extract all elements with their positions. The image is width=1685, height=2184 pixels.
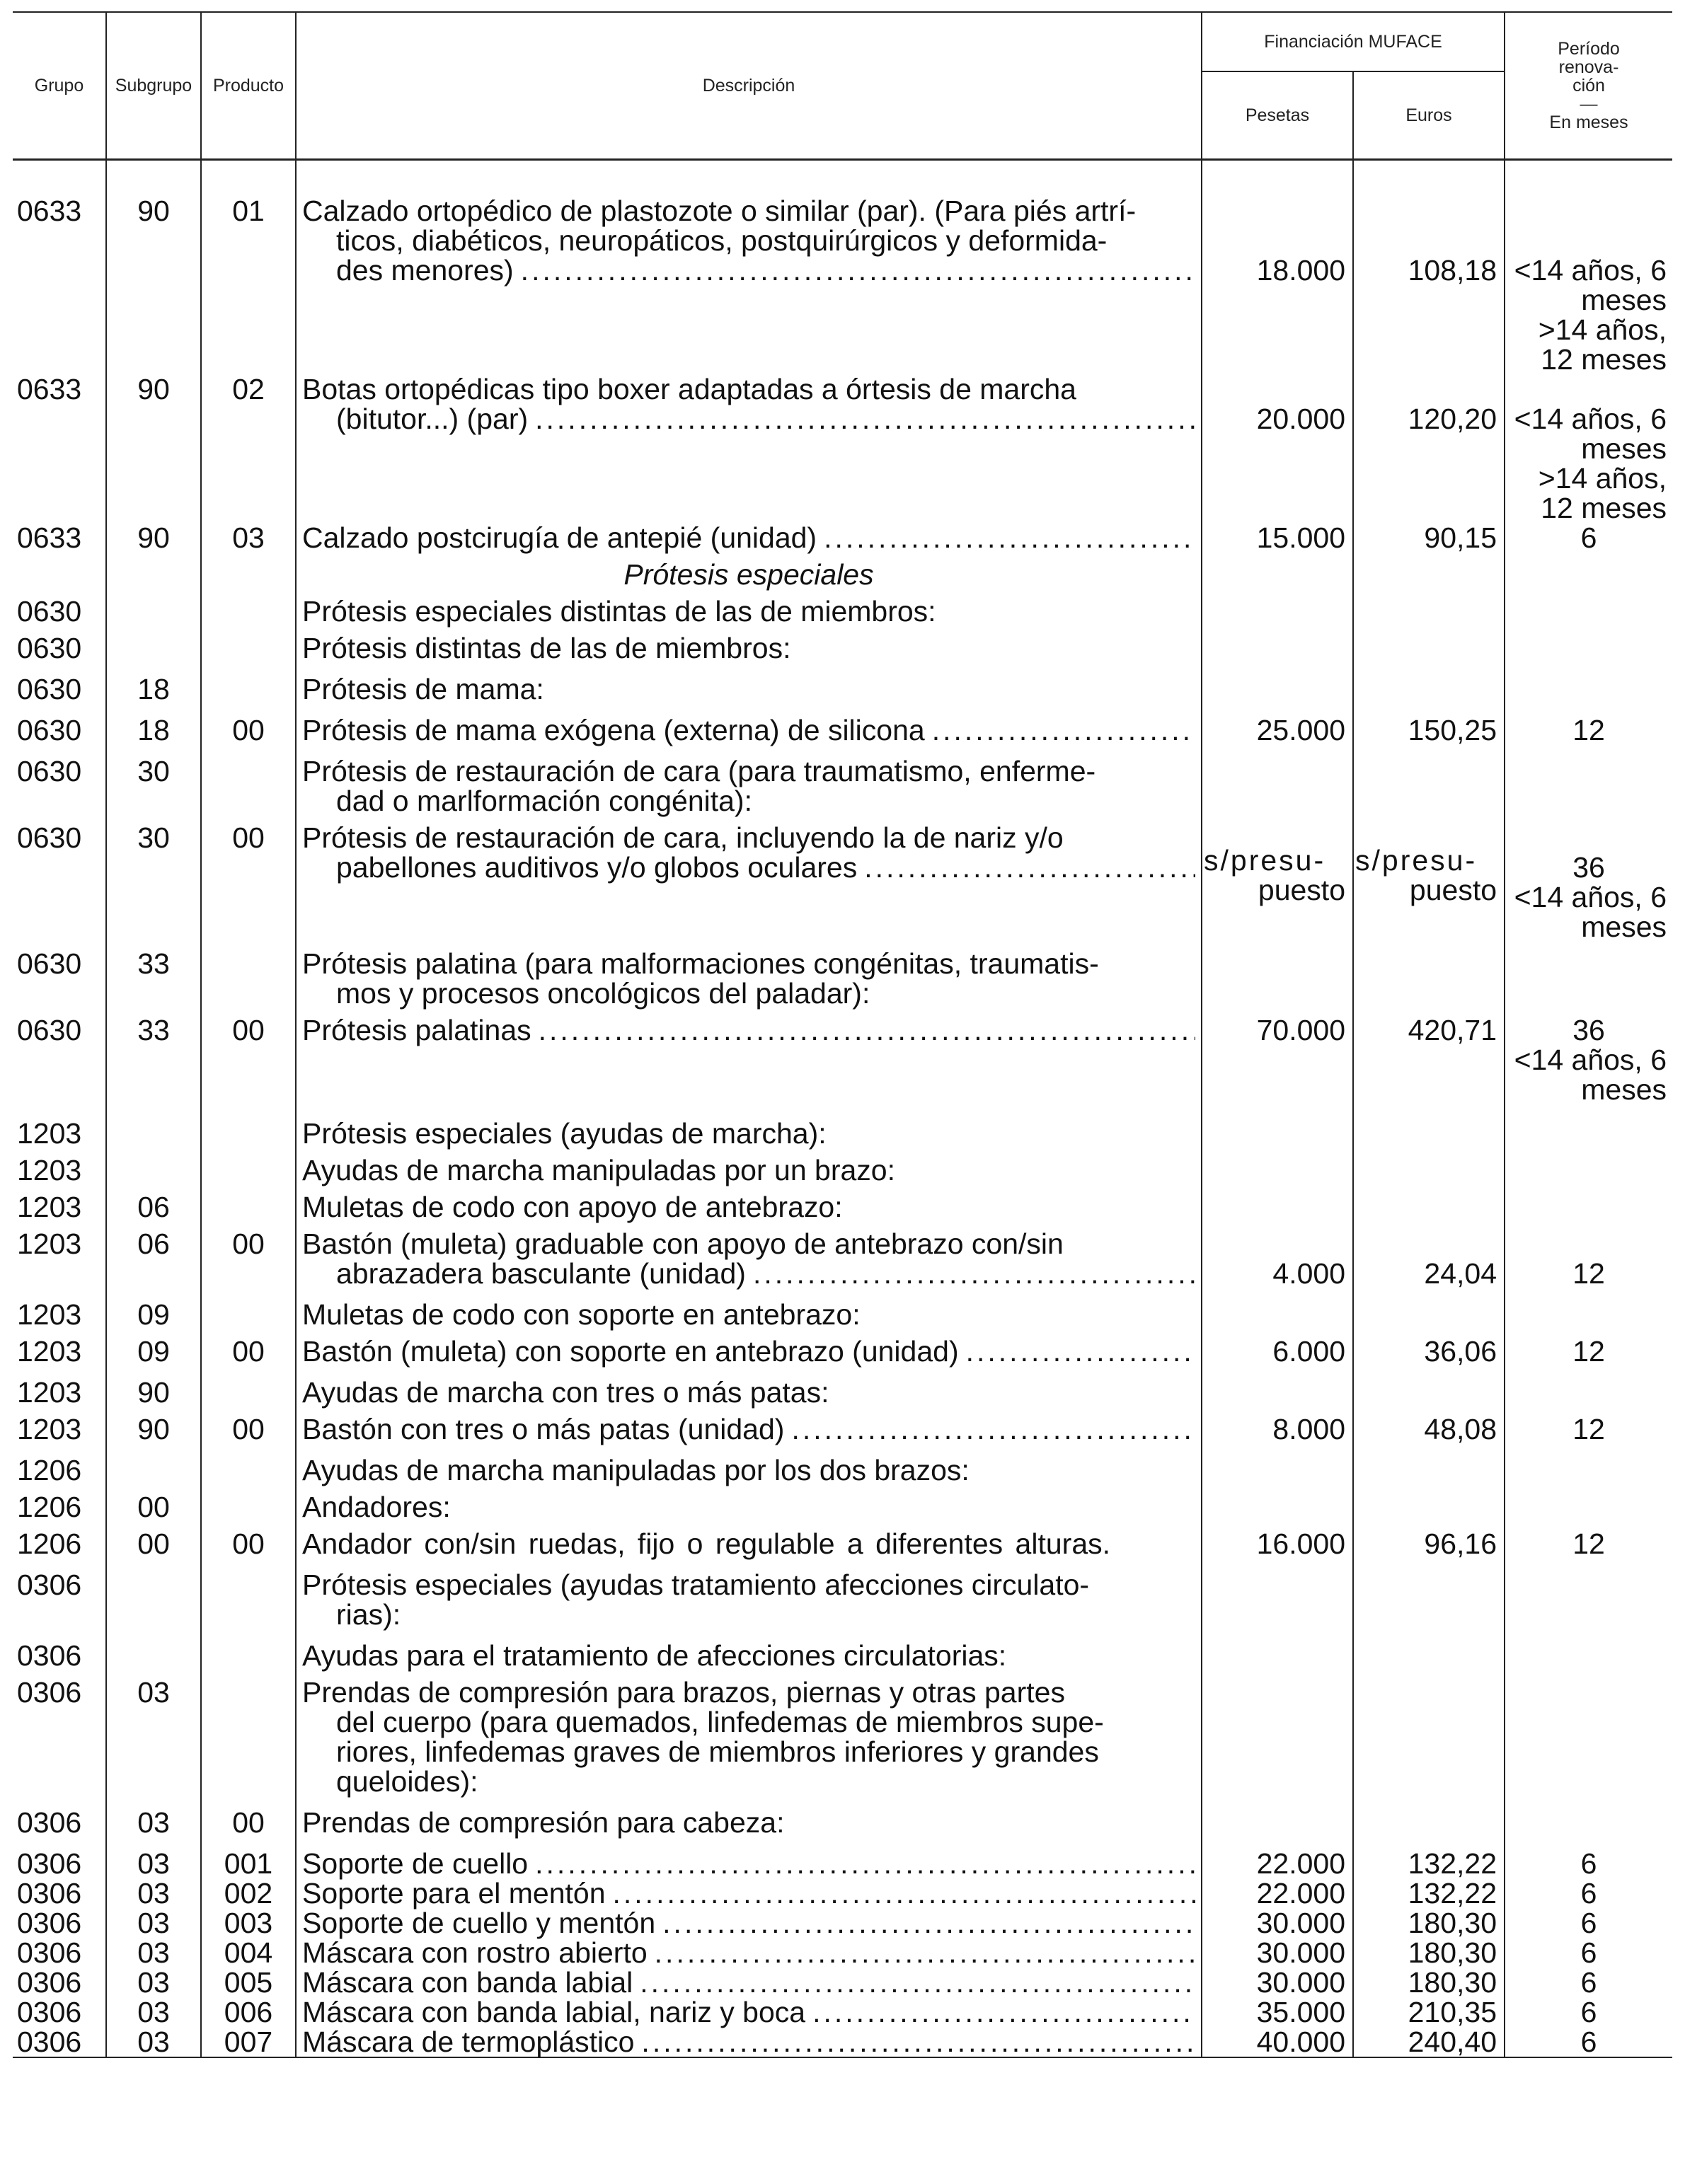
cell-descripcion bbox=[296, 1559, 1202, 1629]
cell-grupo: 1203 bbox=[13, 1111, 106, 1148]
cell-periodo: 12 bbox=[1505, 1329, 1672, 1366]
periodo-line: <14 años, 6 bbox=[1514, 1044, 1667, 1076]
cell-subgrupo: 90 bbox=[106, 189, 201, 374]
cell-grupo: 1203 bbox=[13, 1185, 106, 1222]
desc-line: Bastón (muleta) graduable con apoyo de antebrazo con/sin bbox=[302, 1227, 1064, 1260]
cell-pesetas: 15.000 bbox=[1202, 523, 1353, 553]
cell-subgrupo: 33 bbox=[106, 942, 201, 1008]
cell-periodo: 12 bbox=[1505, 1407, 1672, 1444]
cell-pesetas: 70.000 bbox=[1202, 1008, 1353, 1104]
header-grupo: Grupo bbox=[13, 12, 106, 160]
cell-subgrupo: 90 bbox=[106, 374, 201, 523]
table-row bbox=[13, 816, 1672, 942]
cell-pesetas: 22.000 bbox=[1202, 1849, 1353, 1878]
cell-euros: 132,22 bbox=[1353, 1878, 1505, 1908]
cell-descripcion: Andadores: bbox=[296, 1485, 1202, 1522]
desc-line: Prótesis especiales (ayudas tratamiento afecciones circulato- bbox=[302, 1568, 1090, 1601]
cell-subgrupo: 33 bbox=[106, 1008, 201, 1104]
desc-line-dotted bbox=[302, 1259, 1195, 1288]
cell-pesetas: 30.000 bbox=[1202, 1908, 1353, 1938]
desc-line: rias): bbox=[336, 1598, 401, 1631]
periodo-line: >14 años, bbox=[1538, 313, 1667, 346]
cell-producto: 01 bbox=[201, 189, 296, 374]
table-row bbox=[13, 745, 1672, 816]
cell-descripcion bbox=[296, 1968, 1202, 1997]
cell-subgrupo: 03 bbox=[106, 1670, 201, 1796]
table-row bbox=[13, 1938, 1672, 1968]
cell-grupo: 0630 bbox=[13, 1008, 106, 1104]
cell-descripcion bbox=[296, 374, 1202, 523]
table-row bbox=[13, 1849, 1672, 1878]
cell-grupo: 1203 bbox=[13, 1366, 106, 1407]
cell-grupo: 0630 bbox=[13, 626, 106, 663]
cell-grupo: 1206 bbox=[13, 1485, 106, 1522]
table-row bbox=[13, 1796, 1672, 1837]
cell-producto: 00 bbox=[201, 704, 296, 745]
cell-periodo: 6 bbox=[1505, 1997, 1672, 2027]
desc-text: Soporte de cuello bbox=[302, 1847, 529, 1880]
euros-line: s/presu- bbox=[1355, 844, 1478, 877]
desc-text: Máscara con banda labial bbox=[302, 1966, 633, 1999]
table-row bbox=[13, 704, 1672, 745]
cell-periodo bbox=[1505, 374, 1672, 523]
pesetas-line: puesto bbox=[1258, 874, 1345, 906]
cell-descripcion bbox=[296, 1849, 1202, 1878]
cell-grupo: 0306 bbox=[13, 1670, 106, 1796]
periodo-line: meses bbox=[1581, 911, 1667, 943]
desc-line-dotted bbox=[302, 404, 1195, 434]
desc-text: Máscara de termoplástico bbox=[302, 2026, 635, 2058]
cell-descripcion bbox=[296, 523, 1202, 553]
cell-euros: 210,35 bbox=[1353, 1997, 1505, 2027]
cell-euros bbox=[1353, 1222, 1505, 1288]
cell-descripcion: Prendas de compresión para cabeza: bbox=[296, 1796, 1202, 1837]
header-producto: Producto bbox=[201, 12, 296, 160]
cell-grupo: 0630 bbox=[13, 704, 106, 745]
cell-euros bbox=[1353, 374, 1505, 523]
cell-subgrupo: 00 bbox=[106, 1485, 201, 1522]
cell-periodo bbox=[1505, 189, 1672, 374]
cell-euros: 36,06 bbox=[1353, 1329, 1505, 1366]
periodo-line: <14 años, 6 bbox=[1514, 254, 1667, 287]
cell-producto: 00 bbox=[201, 1407, 296, 1444]
cell-periodo bbox=[1505, 1222, 1672, 1288]
header-financiacion: Financiación MUFACE bbox=[1202, 12, 1505, 71]
periodo-line: 12 meses bbox=[1541, 343, 1667, 376]
cell-descripcion bbox=[296, 1329, 1202, 1366]
cell-producto: 007 bbox=[201, 2027, 296, 2057]
cell-grupo: 0630 bbox=[13, 589, 106, 626]
euros-value: 120,20 bbox=[1408, 403, 1497, 435]
cell-descripcion bbox=[296, 1407, 1202, 1444]
table-row bbox=[13, 1288, 1672, 1329]
euros-value: 24,04 bbox=[1424, 1257, 1497, 1290]
cell-grupo: 0306 bbox=[13, 1938, 106, 1968]
periodo-line: meses bbox=[1581, 284, 1667, 316]
cell-pesetas: 22.000 bbox=[1202, 1878, 1353, 1908]
cell-descripcion: Prótesis de mama: bbox=[296, 663, 1202, 704]
cell-pesetas: 16.000 bbox=[1202, 1522, 1353, 1559]
cell-subgrupo: 18 bbox=[106, 663, 201, 704]
desc-text: des menores) bbox=[336, 254, 514, 287]
cell-subgrupo: 03 bbox=[106, 2027, 201, 2057]
periodo-line: 36 bbox=[1572, 1014, 1605, 1046]
cell-euros bbox=[1353, 816, 1505, 942]
table-row bbox=[13, 523, 1672, 553]
pesetas-line: s/presu- bbox=[1204, 844, 1326, 877]
header-pesetas: Pesetas bbox=[1202, 71, 1353, 160]
table-row bbox=[13, 589, 1672, 626]
desc-line: Prótesis de restauración de cara, incluyendo la de nariz y/o bbox=[302, 821, 1064, 854]
cell-euros: 48,08 bbox=[1353, 1407, 1505, 1444]
cell-grupo: 0306 bbox=[13, 1849, 106, 1878]
desc-line: Andador con/sin ruedas, fijo o regulable a diferentes alturas. bbox=[302, 1527, 1111, 1560]
header-periodo-line-1: Período bbox=[1558, 39, 1620, 59]
desc-line-dotted bbox=[302, 255, 1195, 285]
cell-descripcion: Muletas de codo con soporte en antebrazo: bbox=[296, 1288, 1202, 1329]
pesetas-value: 4.000 bbox=[1272, 1257, 1345, 1290]
header-descripcion: Descripción bbox=[296, 12, 1202, 160]
cell-pesetas bbox=[1202, 816, 1353, 942]
cell-pesetas: 25.000 bbox=[1202, 704, 1353, 745]
cell-euros: 180,30 bbox=[1353, 1938, 1505, 1968]
desc-line-dotted bbox=[302, 853, 1195, 882]
cell-periodo: 12 bbox=[1505, 1522, 1672, 1559]
desc-line-dotted bbox=[302, 1414, 1195, 1444]
cell-pesetas: 30.000 bbox=[1202, 1968, 1353, 1997]
periodo-line: meses bbox=[1581, 432, 1667, 465]
table-row bbox=[13, 189, 1672, 374]
cell-descripcion: Ayudas de marcha manipuladas por los dos brazos: bbox=[296, 1444, 1202, 1485]
cell-periodo: 6 bbox=[1505, 1849, 1672, 1878]
table-row bbox=[13, 1559, 1672, 1629]
cell-descripcion: Ayudas de marcha con tres o más patas: bbox=[296, 1366, 1202, 1407]
cell-grupo: 1203 bbox=[13, 1222, 106, 1288]
header-subgrupo: Subgrupo bbox=[106, 12, 201, 160]
cell-grupo: 0306 bbox=[13, 1629, 106, 1670]
table-row bbox=[13, 1148, 1672, 1185]
desc-text: (bitutor...) (par) bbox=[336, 403, 529, 435]
table-row bbox=[13, 1878, 1672, 1908]
cell-producto: 00 bbox=[201, 816, 296, 942]
cell-descripcion: Muletas de codo con apoyo de antebrazo: bbox=[296, 1185, 1202, 1222]
cell-producto: 003 bbox=[201, 1908, 296, 1938]
cell-euros: 90,15 bbox=[1353, 523, 1505, 553]
header-periodo-line-4: — bbox=[1580, 94, 1598, 114]
cell-subgrupo: 03 bbox=[106, 1968, 201, 1997]
cell-euros: 180,30 bbox=[1353, 1968, 1505, 1997]
cell-producto: 002 bbox=[201, 1878, 296, 1908]
table-row bbox=[13, 1968, 1672, 1997]
cell-descripcion bbox=[296, 1908, 1202, 1938]
periodo-line: <14 años, 6 bbox=[1514, 403, 1667, 435]
cell-grupo: 1203 bbox=[13, 1148, 106, 1185]
cell-producto: 00 bbox=[201, 1222, 296, 1288]
cell-descripcion bbox=[296, 942, 1202, 1008]
cell-subgrupo: 90 bbox=[106, 1366, 201, 1407]
document-page bbox=[13, 11, 1672, 2058]
cell-descripcion: Ayudas para el tratamiento de afecciones circulatorias: bbox=[296, 1629, 1202, 1670]
desc-line: Botas ortopédicas tipo boxer adaptadas a órtesis de marcha bbox=[302, 373, 1076, 405]
cell-subgrupo: 30 bbox=[106, 745, 201, 816]
muface-price-table bbox=[13, 11, 1672, 2058]
table-row bbox=[13, 1444, 1672, 1485]
cell-grupo: 0306 bbox=[13, 1796, 106, 1837]
cell-descripcion bbox=[296, 2027, 1202, 2057]
desc-line: del cuerpo (para quemados, linfedemas de miembros supe- bbox=[336, 1706, 1104, 1738]
table-body bbox=[13, 160, 1672, 2058]
cell-descripcion bbox=[296, 1522, 1202, 1559]
cell-subgrupo: 03 bbox=[106, 1796, 201, 1837]
desc-line-dotted bbox=[302, 1908, 1195, 1938]
cell-grupo: 0630 bbox=[13, 663, 106, 704]
desc-line-dotted bbox=[302, 1336, 1195, 1366]
table-row bbox=[13, 1522, 1672, 1559]
desc-line-dotted bbox=[302, 1849, 1195, 1878]
table-header bbox=[13, 12, 1672, 160]
header-euros: Euros bbox=[1353, 71, 1505, 160]
cell-euros: 180,30 bbox=[1353, 1908, 1505, 1938]
table-row bbox=[13, 663, 1672, 704]
cell-grupo: 0306 bbox=[13, 1908, 106, 1938]
desc-text: Soporte de cuello y mentón bbox=[302, 1907, 656, 1939]
desc-line-dotted bbox=[302, 715, 1195, 745]
desc-text: Prótesis de mama exógena (externa) de silicona bbox=[302, 714, 925, 746]
desc-line: Calzado ortopédico de plastozote o similar (par). (Para piés artrí- bbox=[302, 195, 1137, 227]
desc-line: riores, linfedemas graves de miembros inferiores y grandes bbox=[336, 1735, 1099, 1768]
table-row bbox=[13, 1670, 1672, 1796]
cell-descripcion bbox=[296, 1670, 1202, 1796]
cell-euros: 96,16 bbox=[1353, 1522, 1505, 1559]
cell-subgrupo: 03 bbox=[106, 1849, 201, 1878]
cell-grupo: 0306 bbox=[13, 1968, 106, 1997]
pesetas-value: 18.000 bbox=[1256, 254, 1345, 287]
cell-producto: 02 bbox=[201, 374, 296, 523]
desc-text: abrazadera basculante (unidad) bbox=[336, 1257, 746, 1290]
cell-producto: 006 bbox=[201, 1997, 296, 2027]
cell-grupo: 1203 bbox=[13, 1288, 106, 1329]
desc-line: ticos, diabéticos, neuropáticos, postquirúrgicos y deformida- bbox=[336, 224, 1108, 257]
desc-line: dad o marlformación congénita): bbox=[336, 785, 752, 817]
table-row bbox=[13, 1908, 1672, 1938]
cell-descripcion: Prótesis especiales (ayudas de marcha): bbox=[296, 1111, 1202, 1148]
cell-grupo: 0306 bbox=[13, 1559, 106, 1629]
cell-subgrupo: 06 bbox=[106, 1185, 201, 1222]
table-row bbox=[13, 1222, 1672, 1288]
cell-subgrupo: 06 bbox=[106, 1222, 201, 1288]
cell-descripcion bbox=[296, 704, 1202, 745]
cell-grupo: 0306 bbox=[13, 1878, 106, 1908]
cell-grupo: 1206 bbox=[13, 1444, 106, 1485]
cell-pesetas bbox=[1202, 189, 1353, 374]
cell-periodo: 12 bbox=[1505, 704, 1672, 745]
table-row bbox=[13, 1485, 1672, 1522]
cell-pesetas: 35.000 bbox=[1202, 1997, 1353, 2027]
cell-subgrupo: 90 bbox=[106, 1407, 201, 1444]
cell-pesetas: 8.000 bbox=[1202, 1407, 1353, 1444]
cell-periodo: 6 bbox=[1505, 2027, 1672, 2057]
desc-line-dotted bbox=[302, 523, 1195, 553]
cell-periodo bbox=[1505, 816, 1672, 942]
desc-text: Calzado postcirugía de antepié (unidad) bbox=[302, 521, 817, 554]
pesetas-value: 20.000 bbox=[1256, 403, 1345, 435]
cell-grupo: 1203 bbox=[13, 1329, 106, 1366]
cell-subgrupo: 03 bbox=[106, 1878, 201, 1908]
cell-grupo: 0630 bbox=[13, 942, 106, 1008]
cell-subgrupo: 09 bbox=[106, 1329, 201, 1366]
header-periodo-line-5: En meses bbox=[1549, 112, 1628, 132]
cell-producto: 00 bbox=[201, 1008, 296, 1104]
euros-value: 108,18 bbox=[1408, 254, 1497, 287]
cell-periodo: 6 bbox=[1505, 1908, 1672, 1938]
table-row bbox=[13, 1008, 1672, 1104]
desc-line-dotted bbox=[302, 2027, 1195, 2057]
table-row bbox=[13, 1407, 1672, 1444]
cell-euros: 420,71 bbox=[1353, 1008, 1505, 1104]
desc-line: queloides): bbox=[336, 1765, 478, 1798]
cell-grupo: 0630 bbox=[13, 816, 106, 942]
cell-grupo: 0633 bbox=[13, 374, 106, 523]
section-heading: Prótesis especiales bbox=[296, 553, 1202, 589]
desc-line: Prótesis palatina (para malformaciones congénitas, traumatis- bbox=[302, 947, 1099, 980]
section-row bbox=[13, 553, 1672, 589]
cell-grupo: 0306 bbox=[13, 1997, 106, 2027]
cell-pesetas: 6.000 bbox=[1202, 1329, 1353, 1366]
desc-line: Prótesis de restauración de cara (para traumatismo, enferme- bbox=[302, 755, 1096, 787]
cell-grupo: 1206 bbox=[13, 1522, 106, 1559]
desc-text: Máscara con banda labial, nariz y boca bbox=[302, 1996, 806, 2028]
cell-subgrupo: 03 bbox=[106, 1908, 201, 1938]
cell-producto: 00 bbox=[201, 1329, 296, 1366]
cell-periodo: 6 bbox=[1505, 1968, 1672, 1997]
table-row bbox=[13, 1366, 1672, 1407]
cell-descripcion: Prótesis especiales distintas de las de miembros: bbox=[296, 589, 1202, 626]
cell-producto: 00 bbox=[201, 1522, 296, 1559]
cell-euros: 132,22 bbox=[1353, 1849, 1505, 1878]
desc-text: pabellones auditivos y/o globos oculares bbox=[336, 851, 858, 884]
table-row bbox=[13, 1629, 1672, 1670]
desc-line-dotted bbox=[302, 1968, 1195, 1997]
cell-euros bbox=[1353, 189, 1505, 374]
cell-euros: 150,25 bbox=[1353, 704, 1505, 745]
cell-subgrupo: 90 bbox=[106, 523, 201, 553]
cell-subgrupo: 03 bbox=[106, 1938, 201, 1968]
cell-producto: 03 bbox=[201, 523, 296, 553]
cell-descripcion bbox=[296, 745, 1202, 816]
table-row bbox=[13, 2027, 1672, 2057]
cell-descripcion bbox=[296, 1222, 1202, 1288]
cell-periodo bbox=[1505, 1008, 1672, 1104]
table-row bbox=[13, 942, 1672, 1008]
cell-pesetas: 40.000 bbox=[1202, 2027, 1353, 2057]
table-row bbox=[13, 626, 1672, 663]
cell-pesetas bbox=[1202, 374, 1353, 523]
cell-subgrupo: 03 bbox=[106, 1997, 201, 2027]
table-row bbox=[13, 1329, 1672, 1366]
desc-line-dotted bbox=[302, 1015, 1195, 1045]
cell-subgrupo: 09 bbox=[106, 1288, 201, 1329]
periodo-line: <14 años, 6 bbox=[1514, 881, 1667, 913]
desc-text: Máscara con rostro abierto bbox=[302, 1936, 648, 1969]
table-row bbox=[13, 1111, 1672, 1148]
cell-periodo: 6 bbox=[1505, 1938, 1672, 1968]
periodo-line: >14 años, bbox=[1538, 462, 1667, 495]
desc-line-dotted bbox=[302, 1938, 1195, 1968]
cell-producto: 00 bbox=[201, 1796, 296, 1837]
cell-pesetas: 30.000 bbox=[1202, 1938, 1353, 1968]
desc-line: mos y procesos oncológicos del paladar): bbox=[336, 977, 870, 1010]
cell-producto: 001 bbox=[201, 1849, 296, 1878]
header-periodo-line-3: ción bbox=[1572, 76, 1605, 96]
periodo-line: 12 bbox=[1572, 1257, 1605, 1290]
header-periodo bbox=[1505, 12, 1672, 160]
cell-descripcion bbox=[296, 1878, 1202, 1908]
table-row bbox=[13, 1185, 1672, 1222]
cell-producto: 004 bbox=[201, 1938, 296, 1968]
cell-grupo: 0633 bbox=[13, 189, 106, 374]
euros-line: puesto bbox=[1409, 874, 1497, 906]
table-row bbox=[13, 1997, 1672, 2027]
cell-descripcion bbox=[296, 1997, 1202, 2027]
cell-periodo: 6 bbox=[1505, 1878, 1672, 1908]
desc-line-dotted bbox=[302, 1997, 1195, 2027]
cell-descripcion: Prótesis distintas de las de miembros: bbox=[296, 626, 1202, 663]
table-row bbox=[13, 374, 1672, 523]
cell-grupo: 0630 bbox=[13, 745, 106, 816]
cell-descripcion bbox=[296, 189, 1202, 374]
cell-grupo: 0633 bbox=[13, 523, 106, 553]
periodo-line: 12 meses bbox=[1541, 492, 1667, 524]
desc-text: Bastón (muleta) con soporte en antebrazo (unidad) bbox=[302, 1335, 959, 1368]
cell-subgrupo: 00 bbox=[106, 1522, 201, 1559]
cell-pesetas bbox=[1202, 1222, 1353, 1288]
desc-line-dotted bbox=[302, 1878, 1195, 1908]
cell-descripcion bbox=[296, 1938, 1202, 1968]
periodo-line: 36 bbox=[1572, 851, 1605, 884]
periodo-line: meses bbox=[1581, 1073, 1667, 1106]
cell-grupo: 0306 bbox=[13, 2027, 106, 2057]
desc-text: Soporte para el mentón bbox=[302, 1877, 606, 1909]
cell-subgrupo: 30 bbox=[106, 816, 201, 942]
cell-subgrupo: 18 bbox=[106, 704, 201, 745]
cell-producto: 005 bbox=[201, 1968, 296, 1997]
header-periodo-line-2: renova- bbox=[1558, 57, 1619, 77]
cell-descripcion: Ayudas de marcha manipuladas por un brazo: bbox=[296, 1148, 1202, 1185]
cell-euros: 240,40 bbox=[1353, 2027, 1505, 2057]
cell-periodo: 6 bbox=[1505, 523, 1672, 553]
desc-text: Prótesis palatinas bbox=[302, 1014, 531, 1046]
cell-descripcion bbox=[296, 1008, 1202, 1104]
cell-grupo: 1203 bbox=[13, 1407, 106, 1444]
desc-line: Prendas de compresión para brazos, piernas y otras partes bbox=[302, 1676, 1065, 1709]
cell-descripcion bbox=[296, 816, 1202, 942]
desc-text: Bastón con tres o más patas (unidad) bbox=[302, 1413, 785, 1445]
